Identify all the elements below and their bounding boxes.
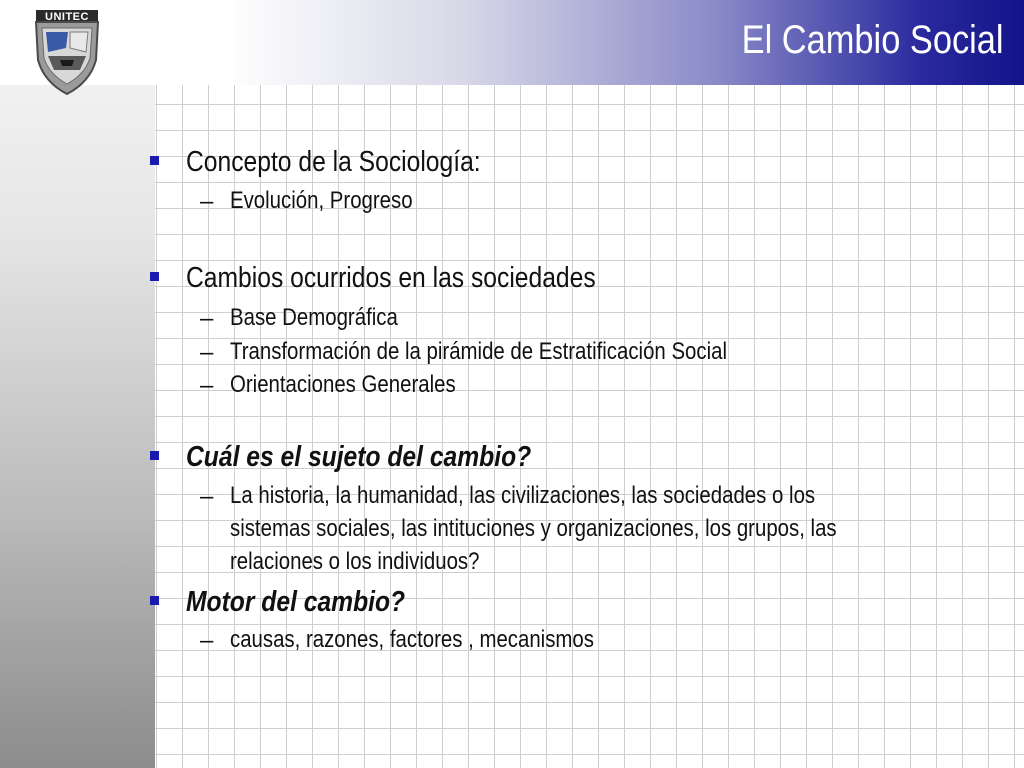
dash-bullet-icon: – (200, 483, 214, 510)
square-bullet-icon (150, 451, 159, 460)
slide-title: El Cambio Social (742, 18, 1004, 62)
section-heading: Cuál es el sujeto del cambio? (186, 441, 532, 473)
dash-bullet-icon: – (200, 188, 214, 215)
section-item: La historia, la humanidad, las civilizaciones, las sociedades o los (230, 482, 816, 509)
section-heading: Cambios ocurridos en las sociedades (186, 262, 596, 294)
square-bullet-icon (150, 272, 159, 281)
section-item: Transformación de la pirámide de Estratificación Social (230, 338, 728, 365)
dash-bullet-icon: – (200, 372, 214, 399)
section-item: Evolución, Progreso (230, 187, 413, 214)
section-item: relaciones o los individuos? (230, 548, 480, 575)
dash-bullet-icon: – (200, 339, 214, 366)
section-item: sistemas sociales, las intituciones y organizaciones, los grupos, las (230, 515, 837, 542)
logo-text: UNITEC (45, 11, 89, 23)
dash-bullet-icon: – (200, 305, 214, 332)
dash-bullet-icon: – (200, 627, 214, 654)
square-bullet-icon (150, 596, 159, 605)
section-heading: Concepto de la Sociología: (186, 146, 481, 178)
section-item: Orientaciones Generales (230, 371, 456, 398)
square-bullet-icon (150, 156, 159, 165)
section-item: Base Demográfica (230, 304, 398, 331)
section-heading: Motor del cambio? (186, 586, 406, 618)
section-item: causas, razones, factores , mecanismos (230, 626, 594, 653)
